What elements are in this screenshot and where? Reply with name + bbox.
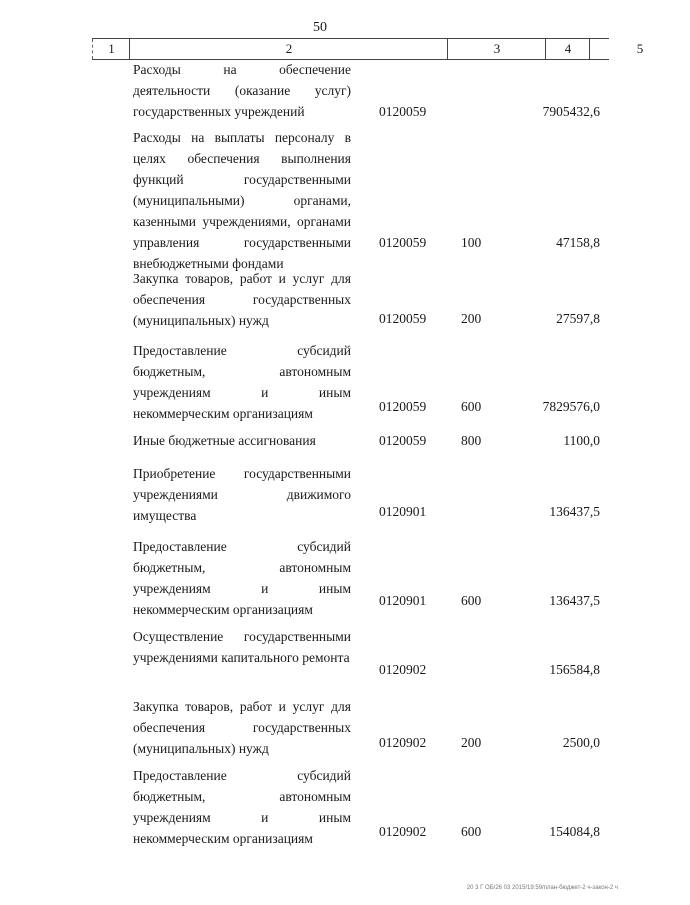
header-col-3: 3 — [447, 39, 546, 59]
row-amount: 156584,8 — [549, 662, 600, 677]
row-description: Предоставление субсидий бюджетным, автономным учреждениям и иным некоммерческим организациям — [133, 768, 351, 846]
row-code: 0120059 — [379, 311, 427, 326]
row-code: 0120059 — [379, 235, 427, 250]
row-amount: 136437,5 — [549, 504, 600, 519]
row-type: 800 — [461, 433, 482, 448]
row-description: Приобретение государственными учреждениями движимого имущества — [133, 466, 351, 523]
page-number: 50 — [313, 20, 327, 35]
row-amount: 27597,8 — [556, 311, 600, 326]
row-description: Расходы на обеспечение деятельности (оказание услуг) государственных учреждений — [133, 62, 351, 119]
row-type: 200 — [461, 311, 482, 326]
table-header — [92, 38, 644, 60]
row-amount: 136437,5 — [549, 593, 600, 608]
row-amount: 154084,8 — [549, 824, 600, 839]
row-type: 600 — [461, 593, 482, 608]
row-description: Иные бюджетные ассигнования — [133, 433, 316, 448]
row-code: 0120901 — [379, 504, 427, 519]
row-code: 0120059 — [379, 433, 427, 448]
row-type: 100 — [461, 235, 482, 250]
row-code: 0120059 — [379, 104, 427, 119]
row-description: Закупка товаров, работ и услуг для обеспечения государственных (муниципальных) нужд — [133, 271, 351, 328]
row-amount: 1100,0 — [563, 433, 600, 448]
row-code: 0120902 — [379, 735, 427, 750]
row-code: 0120902 — [379, 662, 427, 677]
row-amount: 2500,0 — [562, 735, 600, 750]
header-col-1: 1 — [92, 39, 130, 59]
footer-note: 20 3 Г ОБ/26 03 2015/19:59/план-бюджет-2 ч-закон-2 ч — [466, 885, 618, 891]
row-description: Предоставление субсидий бюджетным, автономным учреждениям и иным некоммерческим организациям — [133, 539, 351, 617]
row-code: 0120902 — [379, 824, 427, 839]
row-code: 0120059 — [379, 399, 427, 414]
row-type: 600 — [461, 824, 482, 839]
row-description: Расходы на выплаты персоналу в целях обеспечения выполнения функций государственными (муниципальными) органами, казенными учреждениями, органами управления государственными внебюджетными фондами — [133, 130, 351, 271]
row-amount: 7905432,6 — [542, 104, 600, 119]
row-description: Закупка товаров, работ и услуг для обеспечения государственных (муниципальных) нужд — [133, 699, 351, 756]
header-col-4: 4 — [545, 39, 590, 59]
row-description: Предоставление субсидий бюджетным, автономным учреждениям и иным некоммерческим организациям — [133, 343, 351, 421]
header-col-2: 2 — [129, 39, 448, 59]
row-description: Осуществление государственными учреждениями капитального ремонта — [133, 629, 351, 665]
row-amount: 47158,8 — [556, 235, 600, 250]
row-type: 200 — [461, 735, 482, 750]
row-amount: 7829576,0 — [542, 399, 600, 414]
row-code: 0120901 — [379, 593, 427, 608]
row-type: 600 — [461, 399, 482, 414]
header-col-5: 5 — [589, 39, 690, 59]
